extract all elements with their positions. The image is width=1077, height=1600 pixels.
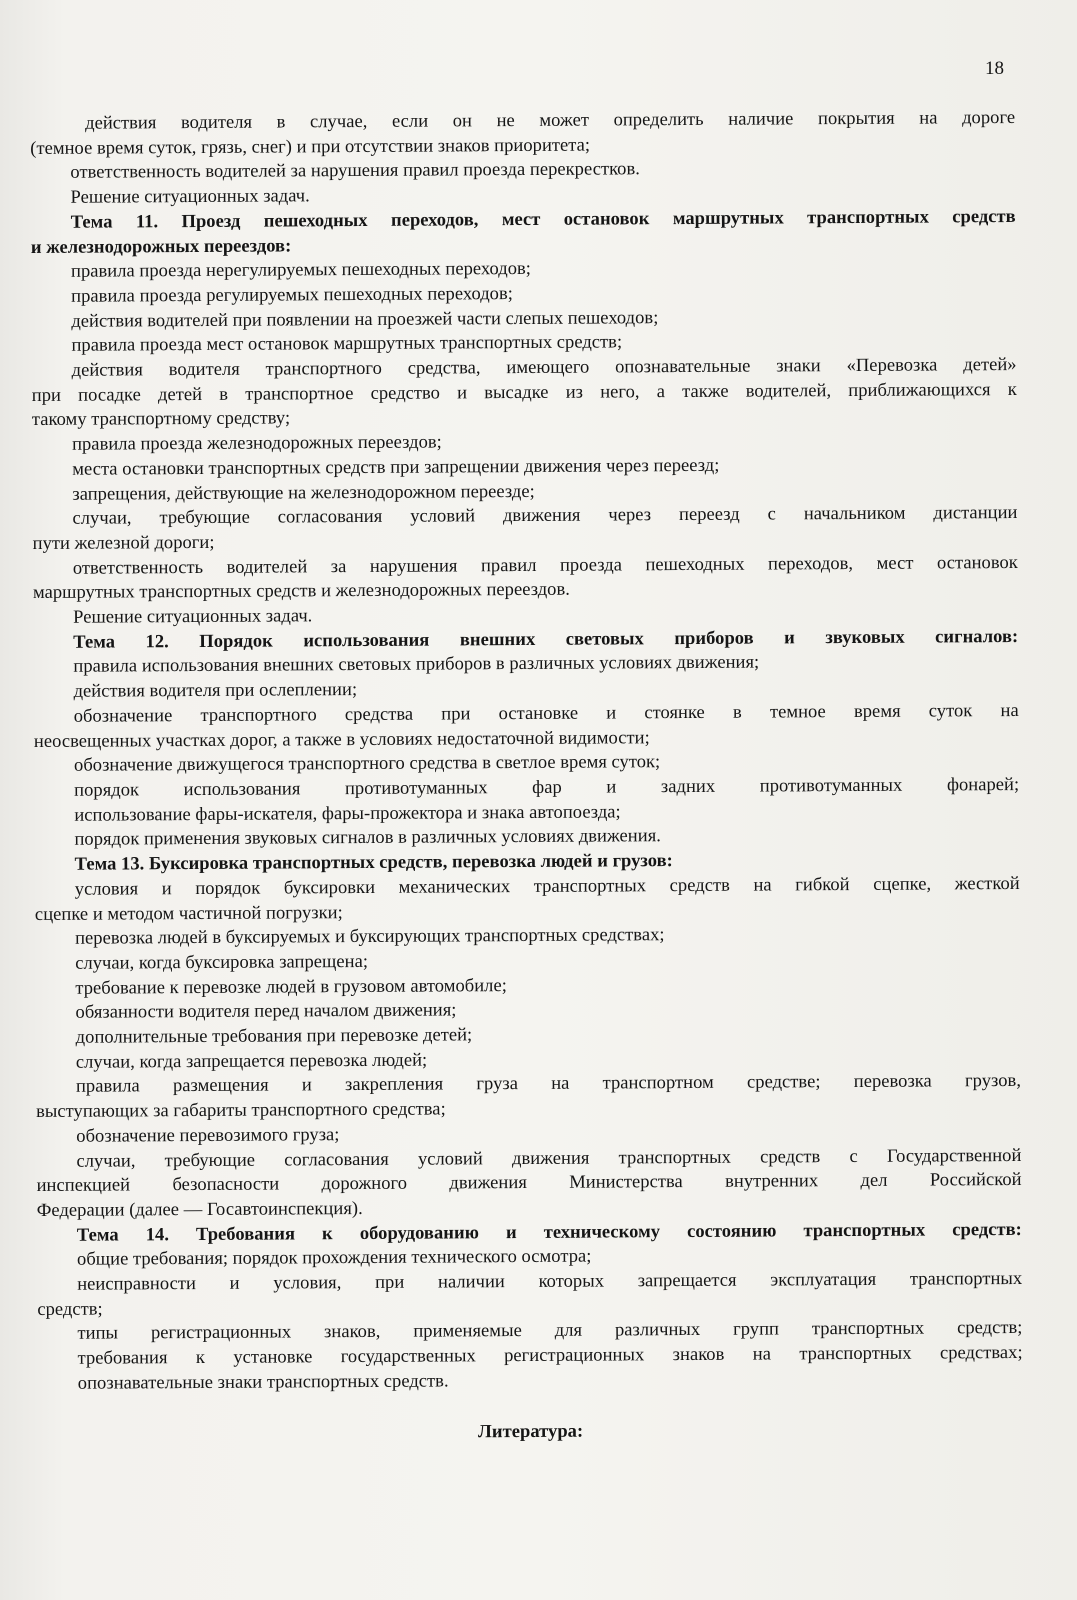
text-line: обозначение перевозимого груза; bbox=[76, 1123, 340, 1147]
text-line: общие требования; порядок прохождения технического осмотра; bbox=[76, 1245, 592, 1271]
text-line: действия водителей при появлении на проезжей части слепых пешеходов; bbox=[71, 306, 659, 332]
text-line: порядок использования противотуманных фар и задних противотуманных фонарей; bbox=[74, 773, 1020, 801]
text-line: Решение ситуационных задач. bbox=[70, 185, 310, 208]
text-line: пути железной дороги; bbox=[32, 531, 215, 554]
text-line: случаи, требующие согласования условий движения транспортных средств с Государственной bbox=[76, 1144, 1022, 1172]
text-line: действия водителя при ослеплении; bbox=[73, 679, 358, 702]
text-line: действия водителя транспортного средства, имеющего опознавательные знаки «Перевозка детей» bbox=[71, 354, 1017, 381]
literature-heading: Литература: bbox=[477, 1420, 584, 1442]
text-line: правила использования внешних световых приборов в различных условиях движения; bbox=[73, 652, 760, 678]
text-line: при посадке детей в транспортное средство и высадке из него, а также водителей, приближающихся к bbox=[31, 378, 1017, 406]
text-line: дополнительные требования при перевозке детей; bbox=[75, 1024, 473, 1048]
text-line: запрещения, действующие на железнодорожном переезде; bbox=[72, 480, 535, 505]
section-heading: Тема 11. Проезд пешеходных переходов, мест остановок маршрутных транспортных средств bbox=[70, 205, 1016, 233]
text-line: сцепке и методом частичной погрузки; bbox=[34, 901, 343, 925]
text-line: правила проезда нерегулируемых пешеходных переходов; bbox=[70, 258, 531, 282]
text-line: средств; bbox=[37, 1298, 103, 1320]
text-line: (темное время суток, грязь, снег) и при отсутствии знаков приоритета; bbox=[30, 134, 591, 159]
text-line: такому транспортному средству; bbox=[31, 407, 291, 431]
text-line: случаи, когда буксировка запрещена; bbox=[75, 950, 369, 974]
page-number: 18 bbox=[985, 58, 1004, 79]
text-line: маршрутных транспортных средств и железнодорожных переездов. bbox=[32, 579, 570, 604]
section-heading: Тема 12. Порядок использования внешних световых приборов и звуковых сигналов: bbox=[73, 625, 1019, 653]
text-line: неосвещенных участках дорог, а также в условиях недостаточной видимости; bbox=[33, 726, 650, 752]
text-line: случаи, когда запрещается перевозка людей; bbox=[75, 1049, 428, 1073]
text-line: требования к установке государственных регистрационных знаков на транспортных средствах; bbox=[77, 1342, 1023, 1369]
text-line: обязанности водителя перед началом движения; bbox=[75, 999, 457, 1024]
text-line: требование к перевозке людей в грузовом автомобиле; bbox=[75, 974, 507, 999]
section-heading: и железнодорожных переездов: bbox=[30, 234, 292, 258]
text-line: неисправности и условия, при наличии которых запрещается эксплуатация транспортных bbox=[77, 1268, 1023, 1295]
text-line: действия водителя в случае, если он не может определить наличие покрытия на дороге bbox=[85, 106, 1016, 134]
text-line: инспекцией безопасности дорожного движения Министерства внутренних дел Российской bbox=[36, 1169, 1022, 1197]
text-line: перевозка людей в буксируемых и буксирующих транспортных средствах; bbox=[74, 924, 665, 949]
text-line: правила проезда мест остановок маршрутных транспортных средств; bbox=[71, 331, 623, 357]
text-line: Федерации (далее — Госавтоинспекция). bbox=[36, 1197, 363, 1221]
text-line: ответственность водителей за нарушения правил проезда пешеходных переходов, мест остановок bbox=[72, 551, 1018, 579]
text-line: случаи, требующие согласования условий движения через переезд с начальником дистанции bbox=[72, 502, 1018, 529]
text-line: выступающих за габариты транспортного средства; bbox=[36, 1098, 446, 1123]
text-line: обозначение движущегося транспортного средства в светлое время суток; bbox=[73, 751, 661, 777]
text-line: ответственность водителей за нарушения правил проезда перекрестков. bbox=[70, 158, 640, 184]
text-line: опознавательные знаки транспортных средств. bbox=[77, 1370, 449, 1394]
body-text bbox=[30, 106, 1023, 1447]
section-heading: Тема 13. Буксировка транспортных средств, перевозка людей и грузов: bbox=[74, 850, 673, 875]
text-line: условия и порядок буксировки механических транспортных средств на гибкой сцепке, жесткой bbox=[74, 872, 1020, 900]
text-line: правила размещения и закрепления груза на транспортном средстве; перевозка грузов, bbox=[75, 1070, 1022, 1098]
text-line: Решение ситуационных задач. bbox=[73, 605, 313, 628]
text-line: правила проезда регулируемых пешеходных переходов; bbox=[71, 282, 513, 307]
text-line: места остановки транспортных средств при запрещении движения через переезд; bbox=[72, 454, 720, 480]
text-line: типы регистрационных знаков, применяемые для различных групп транспортных средств; bbox=[77, 1317, 1023, 1345]
text-line: порядок применения звуковых сигналов в различных условиях движения. bbox=[74, 825, 661, 851]
text-line: правила проезда железнодорожных переездов; bbox=[71, 431, 442, 455]
text-line: использование фары-искателя, фары-прожектора и знака автопоезда; bbox=[74, 801, 621, 826]
section-heading: Тема 14. Требования к оборудованию и техническому состоянию транспортных средств: bbox=[76, 1218, 1022, 1246]
text-line: обозначение транспортного средства при остановке и стоянке в темное время суток на bbox=[73, 699, 1019, 727]
